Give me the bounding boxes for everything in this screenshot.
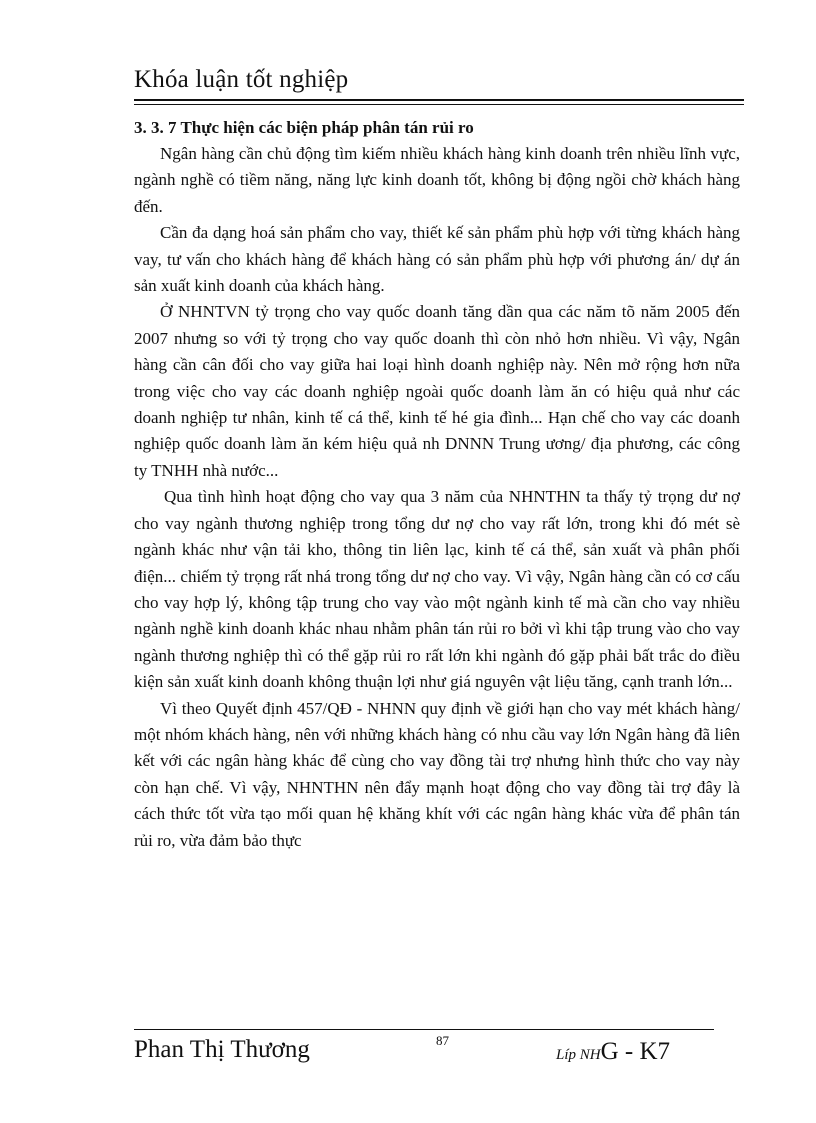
paragraph: Vì theo Quyết định 457/QĐ - NHNN quy định về giới hạn cho vay mét khách hàng/ một nhóm khách hàng, nên với những khách hàng có nhu cầu vay lớn Ngân hàng đã liên kết với các ngân hàng khác để cùng cho vay đồng tài trợ nhưng hình thức cho vay này còn hạn chế. Vì vậy, NHNTHN nên đẩy mạnh hoạt động cho vay đồng tài trợ đây là cách thức tốt vừa tạo mối quan hệ khăng khít với các ngân hàng khác vừa để phân tán rủi ro, vừa đảm bảo thực [134,698,740,850]
footer-class-label [556,1038,670,1066]
paragraph: Ngân hàng cần chủ động tìm kiếm nhiều khách hàng kinh doanh trên nhiều lĩnh vực, ngành nghề có tiềm năng, năng lực kinh doanh tốt, không bị động ngồi chờ khách hàng đến. [134,144,740,216]
footer-divider [134,1029,714,1030]
footer-author: Phan Thị Thương [134,1036,310,1063]
paragraph: Ở NHNTVN tỷ trọng cho vay quốc doanh tăng dần qua các năm tõ năm 2005 đến 2007 nhưng so với tỷ trọng cho vay quốc doanh thì còn nhỏ hơn nhiều. Vì vậy, Ngân hàng cần cân đối cho vay giữa hai loại hình doanh nghiệp này. Nên mở rộng hơn nữa trong việc cho vay các doanh nghiệp ngoài quốc doanh làm ăn có hiệu quả như các doanh nghiệp tư nhân, kinh tế cá thể, kinh tế hé gia đình... Hạn chế cho vay các doanh nghiệp quốc doanh làm ăn kém hiệu quả nh DNNN Trung ương/ địa phương, các công ty TNHH nhà nước... [134,302,740,480]
page-header-title: Khóa luận tốt nghiệp [134,66,349,93]
footer-class-code: G - K7 [600,1038,671,1065]
section-heading: 3. 3. 7 Thực hiện các biện pháp phân tán rủi ro [134,118,474,137]
paragraph: Qua tình hình hoạt động cho vay qua 3 năm của NHNTHN ta thấy tỷ trọng dư nợ cho vay ngành thương nghiệp trong tổng dư nợ cho vay rất lớn, trong khi đó mét sè ngành khác như vận tải kho, thông tin liên lạc, kinh tế cá thể, sản xuất và phân phối điện... chiếm tỷ trọng rất nhá trong tổng dư nợ cho vay. Vì vậy, Ngân hàng cần có cơ cấu cho vay hợp lý, không tập trung cho vay vào một ngành kinh tế mà cần cho vay nhiều ngành nghề kinh doanh khác nhau nhằm phân tán rủi ro bởi vì khi tập trung vào cho vay ngành thương nghiệp thì có thể gặp rủi ro rất lớn khi ngành đó gặp phải bất trắc do điều kiện sản xuất kinh doanh không thuận lợi như giá nguyên vật liệu tăng, cạnh tranh lớn... [134,487,740,692]
header-divider [134,99,744,105]
footer-class-script: Líp NH [556,1047,601,1063]
document-body [134,114,740,854]
paragraph: Cần đa dạng hoá sản phẩm cho vay, thiết kế sản phẩm phù hợp với từng khách hàng vay, tư vấn cho khách hàng để khách hàng có sản phẩm phù hợp với phương án/ dự án sản xuất kinh doanh của khách hàng. [134,223,740,296]
page-number: 87 [436,1033,449,1048]
